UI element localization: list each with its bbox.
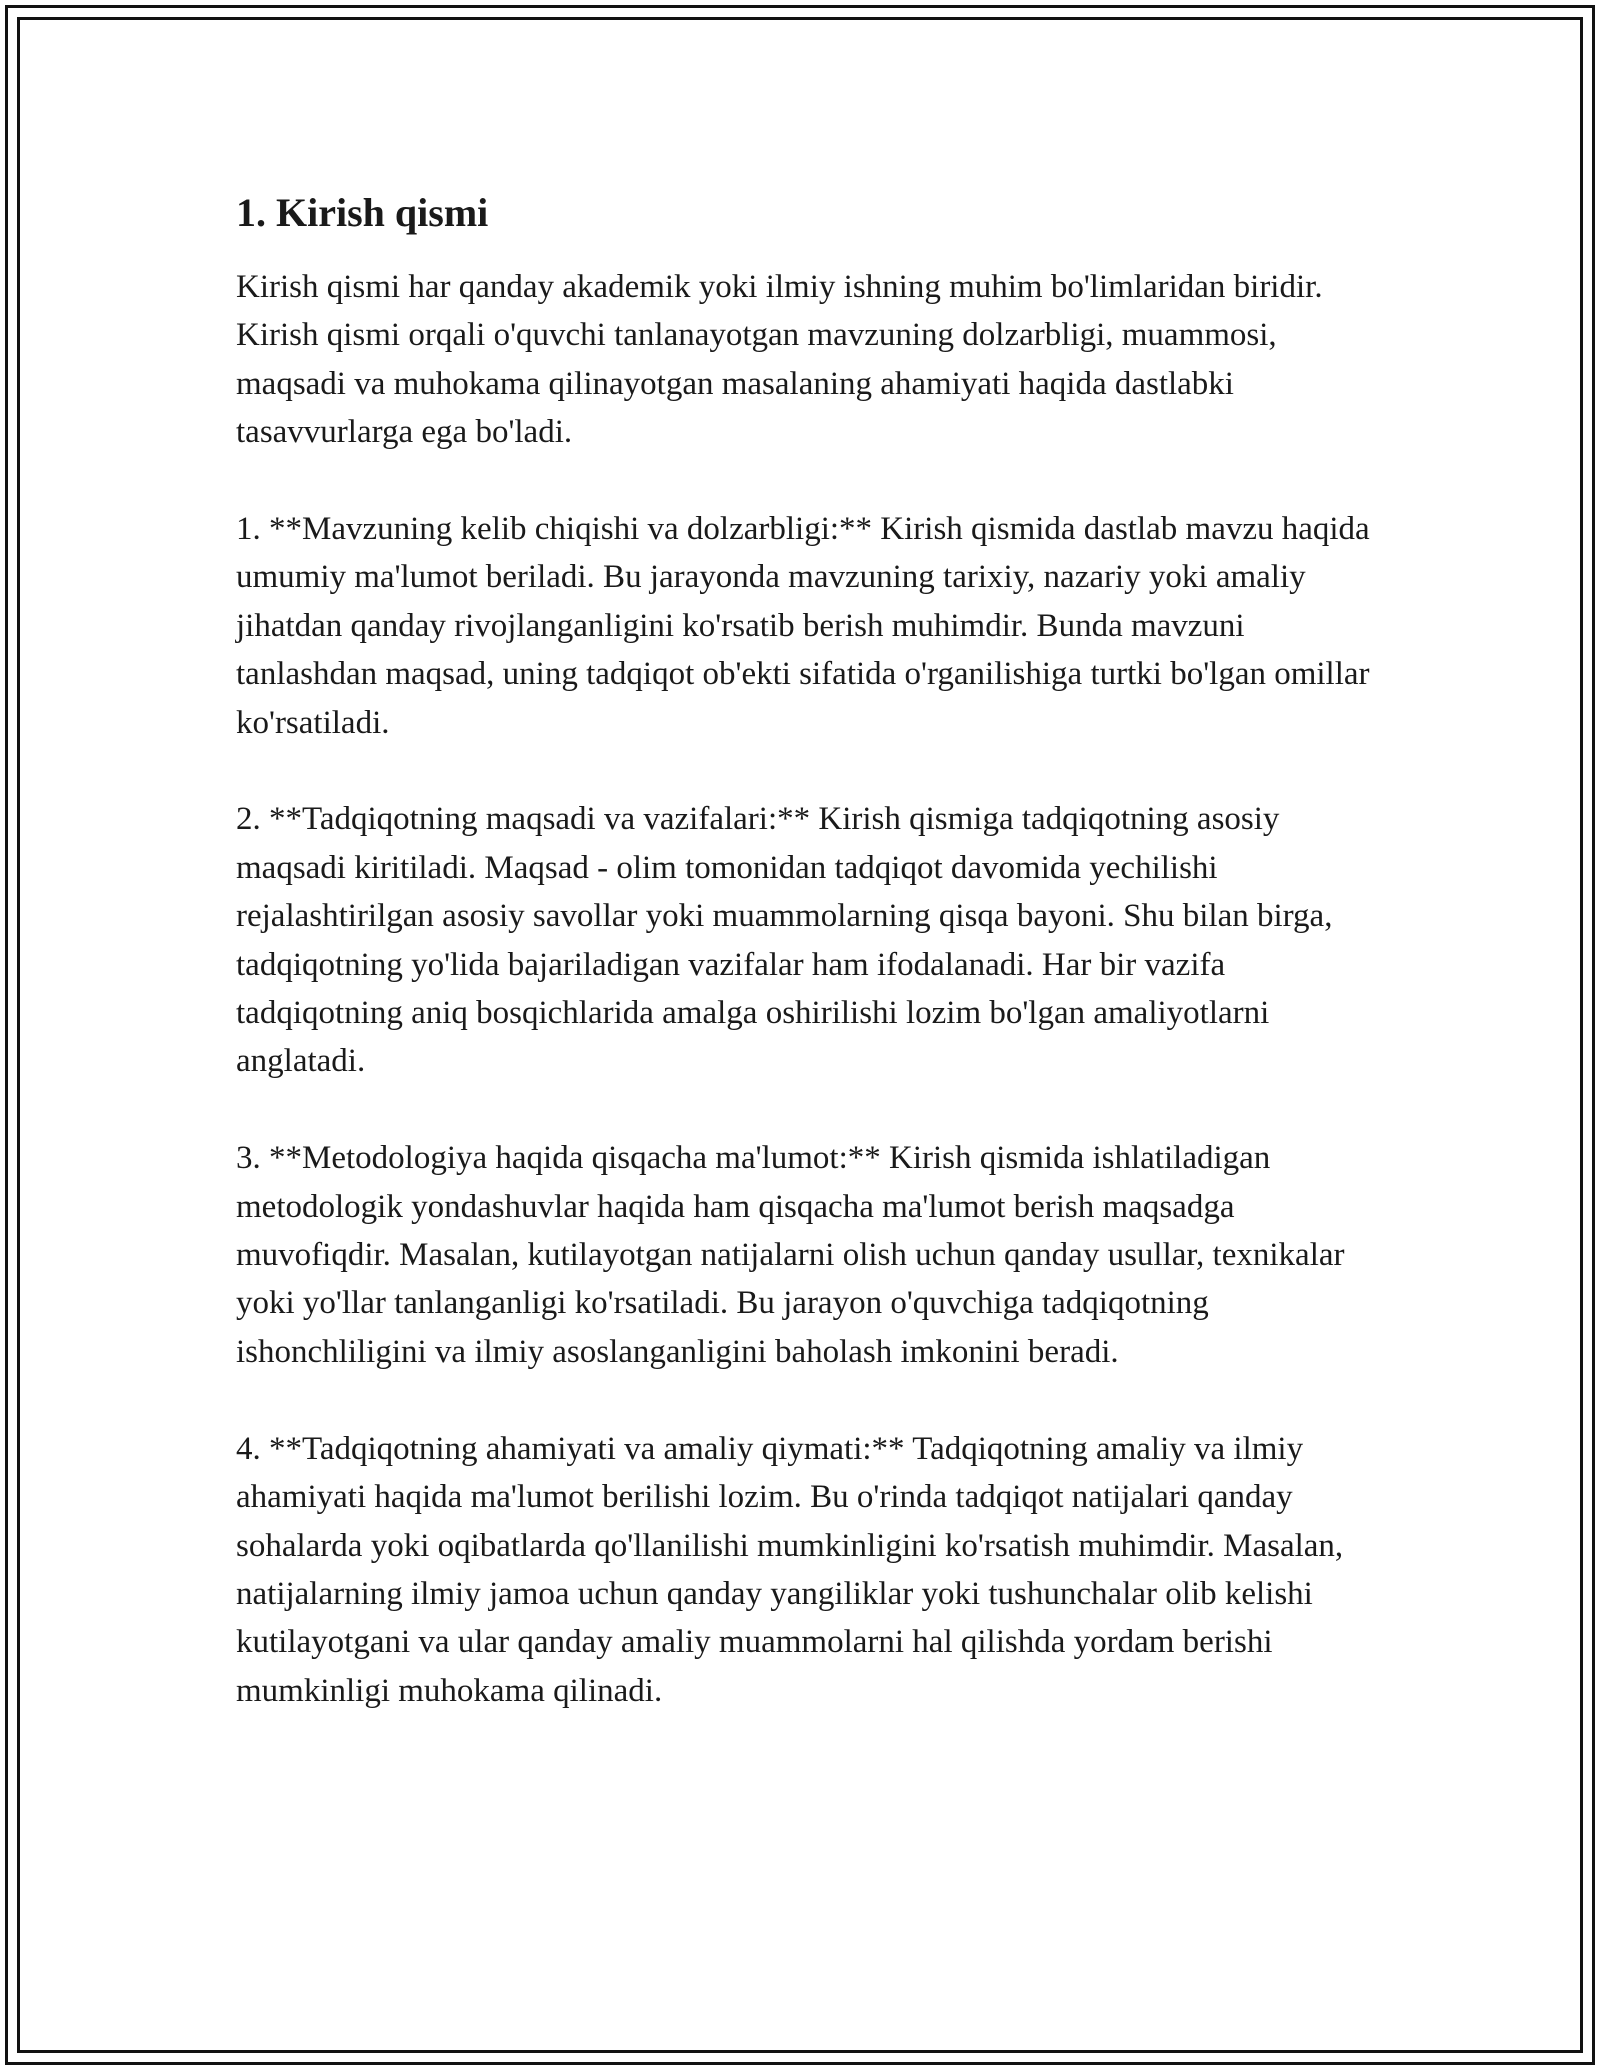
intro-paragraph: Kirish qismi har qanday akademik yoki ilmiy ishning muhim bo'limlaridan biridir. Kirish qismi orqali o'quvchi tanlanayotgan mavzuning dolzarbligi, muammosi, maqsadi va muhokama qilinayotgan masalaning ahamiyati haqida dastlabki tasavvurlarga ega bo'ladi. (236, 269, 1323, 451)
list-item-significance: 4. **Tadqiqotning ahamiyati va amaliy qiymati:** Tadqiqotning amaliy va ilmiy ahamiyati haqida ma'lumot berilishi lozim. Bu o'rinda tadqiqot natijalari qanday sohalarda yoki oqibatlarda qo'llanilishi mumkinligini ko'rsatish muhimdir. Masalan, natijalarning ilmiy jamoa uchun qanday yangiliklar yoki tushunchalar olib kelishi kutilayotgani va ular qanday amaliy muammolarni hal qilishda yordam berishi mumkinligi muhokama qilinadi. (236, 1430, 1344, 1709)
section-heading: 1. Kirish qismi (236, 190, 489, 235)
list-item-goals-tasks: 2. **Tadqiqotning maqsadi va vazifalari:** Kirish qismiga tadqiqotning asosiy maqsadi kiritiladi. Maqsad - olim tomonidan tadqiqot davomida yechilishi rejalashtirilgan asosiy savollar yoki muammolarning qisqa bayoni. Shu bilan birga, tadqiqotning yo'lida bajariladigan vazifalar ham ifodalanadi. Har bir vazifa tadqiqotning aniq bosqichlarida amalga oshirilishi lozim bo'lgan amaliyotlarni anglatadi. (236, 801, 1333, 1080)
list-item-topic-relevance: 1. **Mavzuning kelib chiqishi va dolzarbligi:** Kirish qismida dastlab mavzu haqida umumiy ma'lumot beriladi. Bu jarayonda mavzuning tarixiy, nazariy yoki amaliy jihatdan qanday rivojlanganligini ko'rsatib berish muhimdir. Bunda mavzuni tanlashdan maqsad, uning tadqiqot ob'ekti sifatida o'rganilishiga turtki bo'lgan omillar ko'rsatiladi. (236, 511, 1370, 741)
list-item-methodology: 3. **Metodologiya haqida qisqacha ma'lumot:** Kirish qismida ishlatiladigan metodologik yondashuvlar haqida ham qisqacha ma'lumot berish maqsadga muvofiqdir. Masalan, kutilayotgan natijalarni olish uchun qanday usullar, texnikalar yoki yo'llar tanlanganligi ko'rsatiladi. Bu jarayon o'quvchiga tadqiqotning ishonchliligini va ilmiy asoslanganligini baholash imkonini beradi. (236, 1140, 1345, 1370)
document-body (236, 185, 1376, 1764)
